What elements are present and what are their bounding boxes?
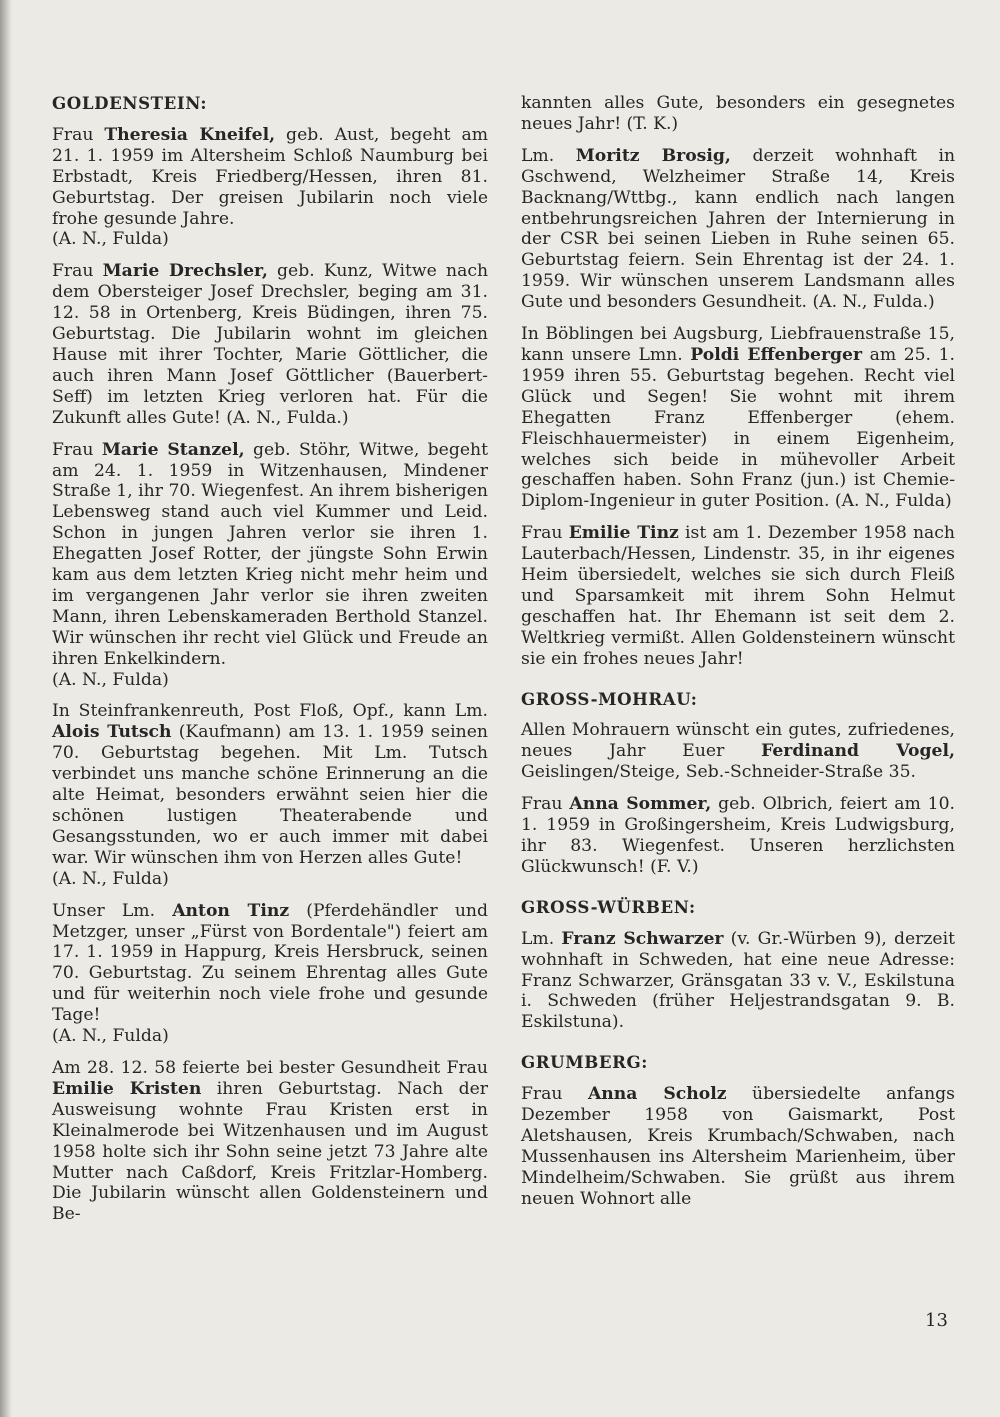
entry-drechsler: Frau Marie Drechsler, geb. Kunz, Witwe nach dem Obersteiger Josef Drechsler, beging am 31. 12. 58 in Ortenberg, Kreis Büdingen, ihren 75. Geburtstag. Die Jubilarin wohnt im gleichen Hause mit ihrer Tochter, Marie Göttlicher, die auch ihren Mann Josef Göttlicher (Bauerbert-Seff) im letzten Krieg verloren hat. Für die Zukunft alles Gute! (A. N., Fulda.)	[52, 261, 489, 428]
person-name: Marie Stanzel,	[101, 439, 245, 460]
section-heading-gross-mohrau: GROSS-MOHRAU:	[521, 688, 698, 709]
entry-effenberger: In Böblingen bei Augsburg, Liebfrauenstraße 15, kann unsere Lmn. Poldi Effenberger am 25. 1. 1959 ihren 55. Geburtstag begehen. Recht viel Glück und Segen! Sie wohnt mit ihrem Ehegatten Franz Effenberger (ehem. Fleischhauermeister) in einem Eigenheim, welches sich beide in mühevoller Arbeit geschaffen haben. Sohn Franz (jun.) ist Chemie-Diplom-Ingenieur in guter Position. (A. N., Fulda)	[521, 324, 955, 512]
source-note: (A. N., Fulda)	[52, 669, 169, 690]
entry-scholz: Frau Anna Scholz übersiedelte anfangs Dezember 1958 von Gaismarkt, Post Aletshausen, Kreis Krumbach/Schwaben, nach Mussenhausen ins Altersheim Marienheim, über Mindelheim/Schwaben. Sie grüßt aus ihrem neuen Wohnort alle	[521, 1084, 955, 1209]
left-column	[52, 93, 488, 1236]
person-name: Franz Schwarzer	[561, 928, 724, 949]
person-name: Anna Scholz	[587, 1084, 727, 1105]
entry-tinz-anton: Unser Lm. Anton Tinz (Pferdehändler und Metzger, unser „Fürst von Bordentale") feiert am 17. 1. 1959 in Happurg, Kreis Hersbruck, seinen 70. Geburtstag. Zu seinem Ehrentag alles Gute und für weiterhin noch viele frohe und gesunde Tage!	[52, 900, 488, 1026]
entry-tutsch: In Steinfrankenreuth, Post Floß, Opf., kann Lm. Alois Tutsch (Kaufmann) am 13. 1. 1959 seinen 70. Geburtstag begehen. Mit Lm. Tutsch verbindet uns manche schöne Erinnerung an die alte Heimat, besonders erwähnt seien hier die schönen lustigen Theaterabende und Gesangsstunden, wo er auch immer mit dabei war. Wir wünschen ihm von Herzen alles Gute!	[52, 701, 488, 868]
entry-schwarzer: Lm. Franz Schwarzer (v. Gr.-Würben 9), derzeit wohnhaft in Schweden, hat eine neue Adresse: Franz Schwarzer, Gränsgatan 33 v. V., Eskilstuna i. Schweden (früher Heljestrandsgatan 9. B. Eskilstuna).	[521, 928, 956, 1033]
source-note: (A. N., Fulda)	[52, 868, 169, 889]
right-column	[521, 93, 955, 1221]
entry-stanzel: Frau Marie Stanzel, geb. Stöhr, Witwe, begeht am 24. 1. 1959 in Witzenhausen, Mindener Straße 1, ihr 70. Wiegenfest. An ihrem bisherigen Lebensweg stand auch viel Kummer und Leid. Schon in jungen Jahren verlor sie ihren 1. Ehegatten Josef Rotter, der jüngste Sohn Erwin kam aus dem letzten Krieg nicht mehr heim und im vergangenen Jahr verlor sie ihren zweiten Mann, ihren Lebenskameraden Berthold Stanzel. Wir wünschen ihr recht viel Glück und Freude an ihren Enkelkindern.	[52, 439, 489, 669]
person-name: Marie Drechsler,	[102, 261, 268, 282]
page-number: 13	[925, 1310, 948, 1331]
person-name: Moritz Brosig,	[575, 145, 731, 166]
entry-kristen: Am 28. 12. 58 feierte bei bester Gesundheit Frau Emilie Kristen ihren Geburtstag. Nach der Ausweisung wohnte Frau Kristen erst in Kleinalmerode bei Witzenhausen und im August 1958 holte sich ihr Sohn seine jetzt 73 Jahre alte Mutter nach Caßdorf, Kreis Fritzlar-Homberg. Die Jubilarin wünscht allen Goldensteinern und Be-	[52, 1057, 488, 1225]
section-heading-goldenstein: GOLDENSTEIN:	[52, 93, 208, 113]
binding-shadow	[0, 0, 12, 1417]
entry-brosig: Lm. Moritz Brosig, derzeit wohnhaft in Gschwend, Welzheimer Straße 14, Kreis Backnang/Wttbg., kann endlich nach langen entbehrungsreichen Jahren der Internierung in der CSR bei seinen Lieben in Ruhe seinen 65. Geburtstag feiern. Sein Ehrentag ist der 24. 1. 1959. Wir wünschen unserem Landsmann alles Gute und besonders Gesundheit. (A. N., Fulda.)	[521, 145, 956, 313]
entry-sommer: Frau Anna Sommer, geb. Olbrich, feiert am 10. 1. 1959 in Großingersheim, Kreis Ludwigsburg, ihr 83. Wiegenfest. Unseren herzlichsten Glückwunsch! (F. V.)	[521, 794, 956, 877]
person-name: Emilie Tinz	[568, 523, 679, 544]
person-name: Anna Sommer,	[569, 794, 712, 815]
entry-tinz-emilie: Frau Emilie Tinz ist am 1. Dezember 1958 nach Lauterbach/Hessen, Lindenstr. 35, in ihr eigenes Heim übersiedelt, welches sie sich durch Fleiß und Sparsamkeit mit ihrem Sohn Helmut geschaffen hat. Ihr Ehemann ist seit dem 2. Weltkrieg vermißt. Allen Goldensteinern wünscht sie ein frohes neues Jahr!	[521, 523, 955, 669]
entry-vogel: Allen Mohrauern wünscht ein gutes, zufriedenes, neues Jahr Euer Ferdinand Vogel, Geislingen/Steige, Seb.-Schneider-Straße 35.	[521, 720, 955, 783]
section-heading-grumberg: GRUMBERG:	[521, 1052, 648, 1073]
person-name: Ferdinand Vogel,	[761, 741, 955, 762]
person-name: Alois Tutsch	[52, 722, 172, 743]
person-name: Emilie Kristen	[52, 1078, 202, 1099]
person-name: Theresia Kneifel,	[104, 124, 276, 145]
person-name: Anton Tinz	[172, 900, 290, 921]
section-heading-gross-wuerben: GROSS-WÜRBEN:	[521, 896, 696, 917]
entry-kristen-continued: kannten alles Gute, besonders ein gesegnetes neues Jahr! (T. K.)	[521, 93, 955, 134]
person-name: Poldi Effenberger	[690, 344, 863, 365]
entry-kneifel: Frau Theresia Kneifel, geb. Aust, begeht am 21. 1. 1959 im Altersheim Schloß Naumburg bei Erbstadt, Kreis Friedberg/Hessen, ihren 81. Geburtstag. Der greisen Jubilarin noch viele frohe gesunde Jahre.	[52, 124, 489, 229]
source-note: (A. N., Fulda)	[52, 229, 169, 250]
source-note: (A. N., Fulda)	[52, 1026, 169, 1047]
